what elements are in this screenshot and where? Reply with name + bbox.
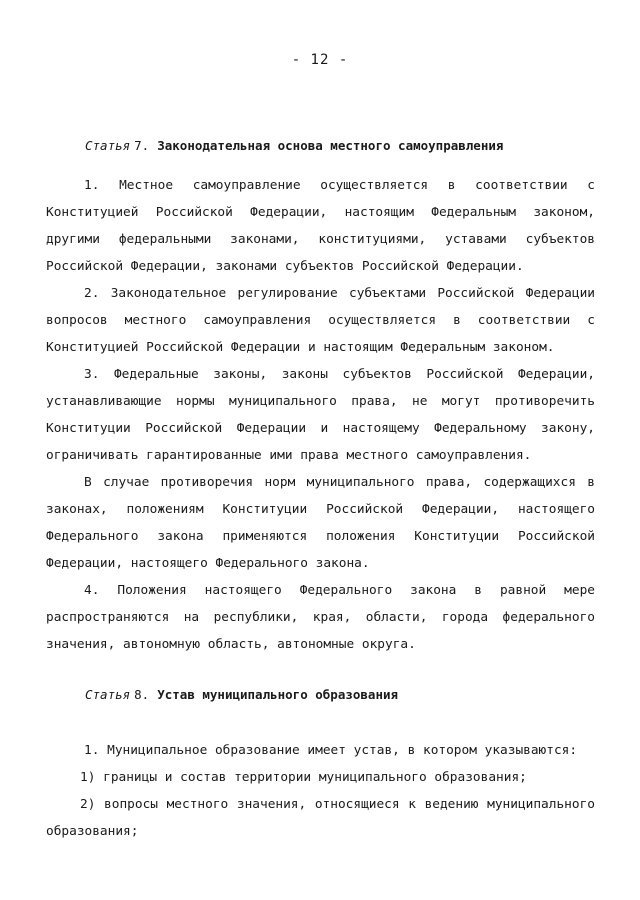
article-8-paragraph-2: 1) границы и состав территории муниципального образования; <box>80 770 527 785</box>
article-7-number: 7. <box>134 138 150 153</box>
article-7-paragraph-3: 3. Федеральные законы, законы субъектов Российской Федерации, устанавливающие нормы муниципального права, не могут противоречить Конституции Российской Федерации и настоящему Федеральному закону, ограничивать гарантированные ими права местного самоуправления. <box>46 367 595 463</box>
article-8-title: Устав муниципального образования <box>157 687 399 702</box>
article-8-body <box>46 737 595 845</box>
article-8-paragraph-1: 1. Муниципальное образование имеет устав, в котором указываются: <box>84 743 578 758</box>
article-7-heading <box>85 138 503 153</box>
article-7-paragraph-1: 1. Местное самоуправление осуществляется в соответствии с Конституцией Российской Федерации, настоящим Федеральным законом, другими федеральными законами, конституциями, уставами субъектов Российской Федерации, законами субъектов Российской Федерации. <box>46 178 595 274</box>
article-8-number: 8. <box>134 687 150 702</box>
article-7-body <box>46 172 595 658</box>
page-number: - 12 - <box>291 52 349 68</box>
article-8-paragraph-3: 2) вопросы местного значения, относящиеся к ведению муниципального образования; <box>46 797 595 839</box>
article-8-heading <box>85 687 398 702</box>
article-7-title: Законодательная основа местного самоуправления <box>157 138 504 153</box>
article-7-paragraph-4: В случае противоречия норм муниципального права, содержащихся в законах, положениям Конституции Российской Федерации, настоящего Федерального закона применяются положения Конституции Российской Федерации, настоящего Федерального закона. <box>46 475 595 571</box>
article-7-label: Статья <box>85 138 131 153</box>
article-8-label: Статья <box>85 687 131 702</box>
article-7-paragraph-2: 2. Законодательное регулирование субъектами Российской Федерации вопросов местного самоуправления осуществляется в соответствии с Конституцией Российской Федерации и настоящим Федеральным законом. <box>46 286 595 355</box>
article-7-paragraph-5: 4. Положения настоящего Федерального закона в равной мере распространяются на республики, края, области, города федерального значения, автономную область, автономные округа. <box>46 583 595 652</box>
